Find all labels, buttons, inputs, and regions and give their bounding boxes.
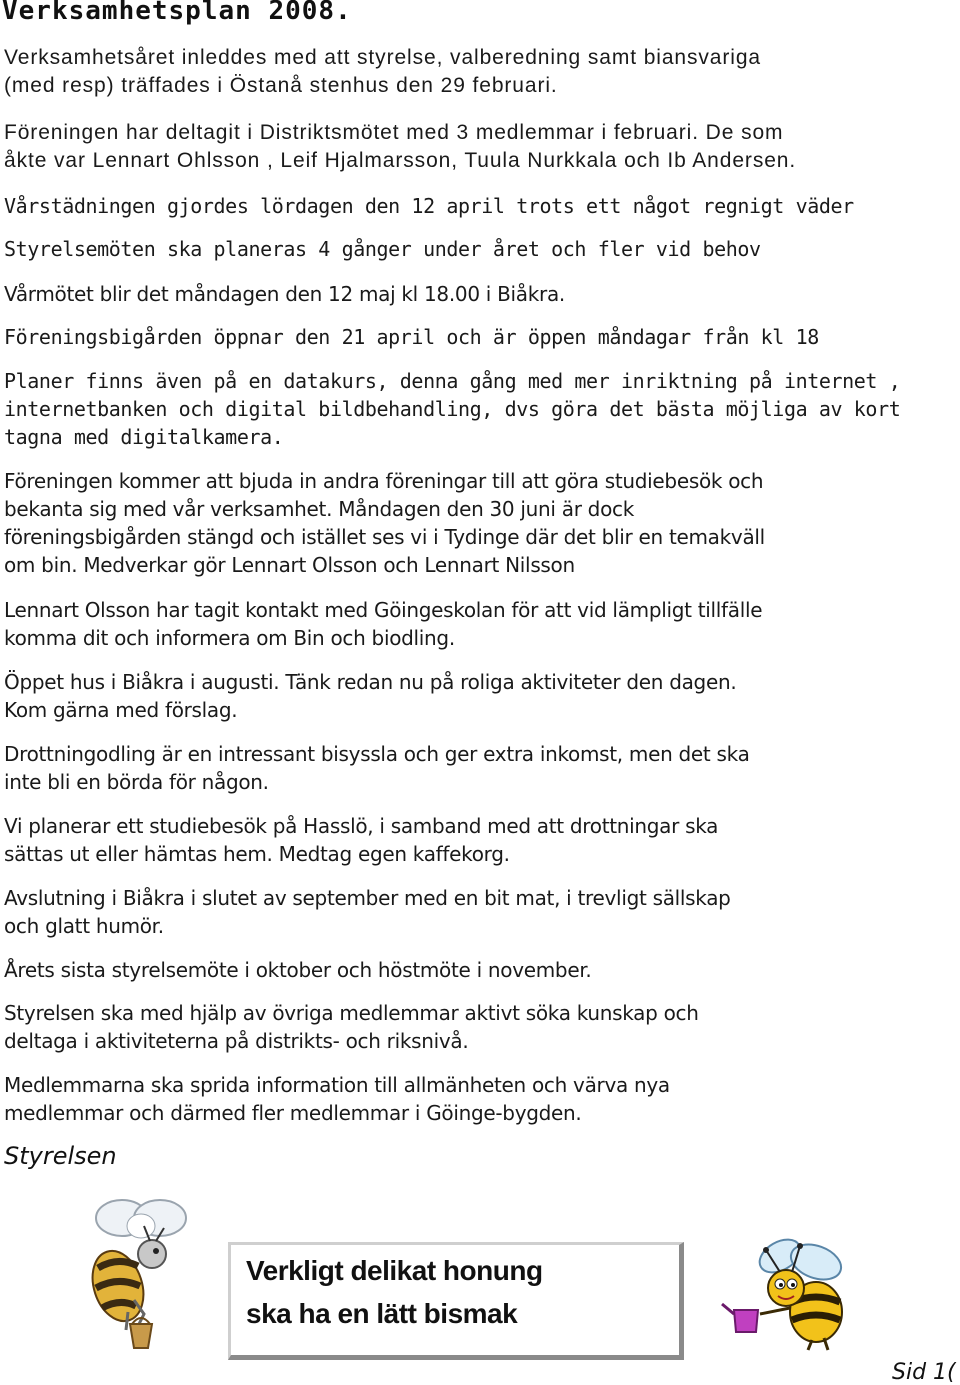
- paragraph-season-closing: Avslutning i Biåkra i slutet av september med en bit mat, i trevligt sällskap och glatt humör.: [4, 886, 731, 938]
- quote-line-1: Verkligt delikat honung: [246, 1255, 543, 1286]
- paragraph-intro: Verksamhetsåret inleddes med att styrelse, valberedning samt biansvariga (med resp) träffades i Östanå stenhus den 29 februari.: [4, 46, 761, 97]
- paragraph-knowledge: Styrelsen ska med hjälp av övriga medlemmar aktivt söka kunskap och deltaga i aktiviteterna på distrikts- och riksnivå.: [4, 1001, 699, 1053]
- signature: Styrelsen: [4, 1142, 117, 1170]
- document-title: Verksamhetsplan 2008.: [2, 0, 352, 26]
- bee-with-watering-can-icon: [720, 1232, 860, 1352]
- paragraph-computer-course: Planer finns även på en datakurs, denna gång med mer inriktning på internet , internetbanken och digital bildbehandling, dvs göra det bästa möjliga av kort tagna med digitalkamera.: [4, 369, 901, 449]
- paragraph-hasslo-visit: Vi planerar ett studiebesök på Hasslö, i samband med att drottningar ska sättas ut eller hämtas hem. Medtag egen kaffekorg.: [4, 814, 719, 866]
- paragraph-spring-cleaning: Vårstädningen gjordes lördagen den 12 april trots ett något regnigt väder: [4, 194, 854, 218]
- paragraph-bee-yard-opening: Föreningsbigården öppnar den 21 april och är öppen måndagar från kl 18: [4, 325, 819, 349]
- paragraph-board-meetings: Styrelsemöten ska planeras 4 gånger under året och fler vid behov: [4, 237, 761, 261]
- paragraph-district-meeting: Föreningen har deltagit i Distriktsmötet med 3 medlemmar i februari. De som åkte var Lennart Ohlsson , Leif Hjalmarsson, Tuula Nurkkala och Ib Andersen.: [4, 121, 797, 172]
- quote-box: [228, 1242, 684, 1360]
- paragraph-study-visits: Föreningen kommer att bjuda in andra föreningar till att göra studiebesök och bekanta sig med vår verksamhet. Måndagen den 30 juni är dock föreningsbigården stängd och istället ses vi i Tydinge där det blir en temakväll om bin. Medverkar gör Lennart Olsson och Lennart Nilsson: [4, 469, 765, 577]
- quote-line-2: ska ha en lätt bismak: [246, 1298, 518, 1329]
- paragraph-queen-rearing: Drottningodling är en intressant bisyssla och ger extra inkomst, men det ska inte bli en börda för någon.: [4, 742, 750, 794]
- paragraph-autumn-meetings: Årets sista styrelsemöte i oktober och höstmöte i november.: [4, 958, 592, 982]
- paragraph-open-house: Öppet hus i Biåkra i augusti. Tänk redan nu på roliga aktiviteter den dagen. Kom gärna med förslag.: [4, 670, 737, 722]
- paragraph-school-contact: Lennart Olsson har tagit kontakt med Göingeskolan för att vid lämpligt tillfälle komma dit och informera om Bin och biodling.: [4, 598, 763, 650]
- bee-with-bucket-icon: [82, 1196, 202, 1361]
- paragraph-spring-meeting: Vårmötet blir det måndagen den 12 maj kl 18.00 i Biåkra.: [4, 282, 565, 306]
- paragraph-recruitment: Medlemmarna ska sprida information till allmänheten och värva nya medlemmar och därmed fler medlemmar i Göinge-bygden.: [4, 1073, 670, 1125]
- page-number: Sid 1(: [892, 1360, 956, 1385]
